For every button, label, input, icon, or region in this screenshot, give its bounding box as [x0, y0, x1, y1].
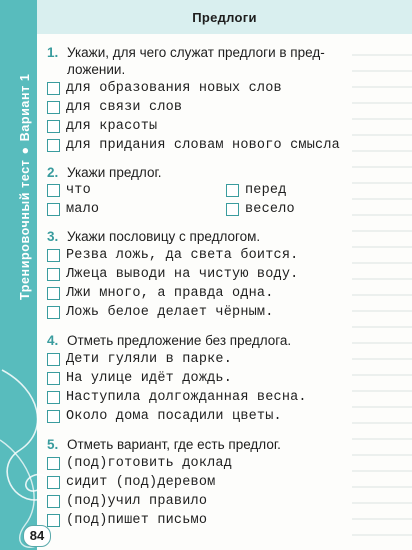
option-label: Ложь белое делает чёрным.	[66, 305, 274, 320]
option-label: Наступила долгожданная весна.	[66, 390, 307, 405]
option-label: перед	[245, 183, 287, 198]
checkbox[interactable]	[47, 457, 60, 470]
option-5c[interactable]	[47, 493, 207, 510]
option-1d[interactable]	[47, 137, 340, 154]
question-number: 5.	[47, 437, 59, 452]
option-2c[interactable]	[226, 182, 287, 199]
checkbox[interactable]	[47, 410, 60, 423]
question-2	[47, 164, 161, 181]
question-text: Укажи, для чего служат предлоги в пред-	[67, 45, 325, 60]
option-label: для связи слов	[66, 100, 183, 115]
question-number: 4.	[47, 333, 59, 348]
option-4d[interactable]	[47, 408, 282, 425]
checkbox[interactable]	[47, 184, 60, 197]
checkbox[interactable]	[47, 514, 60, 527]
question-number: 1.	[47, 45, 59, 60]
checkbox[interactable]	[47, 203, 60, 216]
checkbox[interactable]	[47, 287, 60, 300]
option-label: Дети гуляли в парке.	[66, 352, 233, 367]
question-text: Укажи пословицу с предлогом.	[67, 229, 261, 244]
side-label-test: Тренировочный тест	[18, 159, 32, 300]
option-label: для красоты	[66, 119, 158, 134]
question-4	[47, 332, 291, 349]
option-label: (под)пишет письмо	[66, 513, 208, 528]
option-label: (под)учил правило	[66, 494, 208, 509]
option-label: Резва ложь, да света боится.	[66, 248, 299, 263]
option-label: Лжи много, а правда одна.	[66, 286, 274, 301]
bleed-through-lines	[352, 40, 412, 540]
checkbox[interactable]	[226, 203, 239, 216]
option-1b[interactable]	[47, 99, 182, 116]
option-2b[interactable]	[47, 201, 99, 218]
checkbox[interactable]	[47, 249, 60, 262]
question-text: Отметь вариант, где есть предлог.	[67, 437, 281, 452]
checkbox[interactable]	[47, 268, 60, 281]
option-label: Лжеца выводи на чистую воду.	[66, 267, 299, 282]
side-label-variant: Вариант 1	[18, 73, 32, 142]
checkbox[interactable]	[226, 184, 239, 197]
option-3a[interactable]	[47, 247, 298, 264]
checkbox[interactable]	[47, 101, 60, 114]
question-1-line2: ложении.	[67, 62, 126, 77]
checkbox[interactable]	[47, 139, 60, 152]
side-label	[18, 74, 32, 300]
checkbox[interactable]	[47, 391, 60, 404]
option-4b[interactable]	[47, 370, 232, 387]
checkbox[interactable]	[47, 120, 60, 133]
checkbox[interactable]	[47, 476, 60, 489]
checkbox[interactable]	[47, 82, 60, 95]
option-1c[interactable]	[47, 118, 157, 135]
question-5	[47, 436, 281, 453]
option-label: (под)готовить доклад	[66, 456, 233, 471]
option-4c[interactable]	[47, 389, 307, 406]
page-title: Предлоги	[192, 10, 257, 25]
option-4a[interactable]	[47, 351, 232, 368]
question-3	[47, 228, 260, 245]
question-text: Укажи предлог.	[67, 165, 162, 180]
side-label-dot: ●	[18, 146, 32, 155]
option-label: для образования новых слов	[66, 81, 282, 96]
checkbox[interactable]	[47, 495, 60, 508]
option-2d[interactable]	[226, 201, 295, 218]
option-5a[interactable]	[47, 455, 232, 472]
checkbox[interactable]	[47, 353, 60, 366]
option-3b[interactable]	[47, 266, 298, 283]
question-number: 2.	[47, 165, 59, 180]
option-2a[interactable]	[47, 182, 91, 199]
option-label: для придания словам нового смысла	[66, 138, 340, 153]
option-label: что	[66, 183, 91, 198]
option-label: весело	[245, 202, 295, 217]
option-label: На улице идёт дождь.	[66, 371, 233, 386]
option-1a[interactable]	[47, 80, 282, 97]
question-text: Отметь предложение без предлога.	[67, 333, 292, 348]
option-label: Около дома посадили цветы.	[66, 409, 282, 424]
option-5d[interactable]	[47, 512, 207, 529]
option-3c[interactable]	[47, 285, 274, 302]
page-number: 84	[23, 525, 51, 547]
checkbox[interactable]	[47, 372, 60, 385]
option-3d[interactable]	[47, 304, 274, 321]
checkbox[interactable]	[47, 306, 60, 319]
option-5b[interactable]	[47, 474, 215, 491]
question-number: 3.	[47, 229, 59, 244]
option-label: мало	[66, 202, 100, 217]
option-label: сидит (под)деревом	[66, 475, 216, 490]
question-1	[47, 44, 325, 61]
